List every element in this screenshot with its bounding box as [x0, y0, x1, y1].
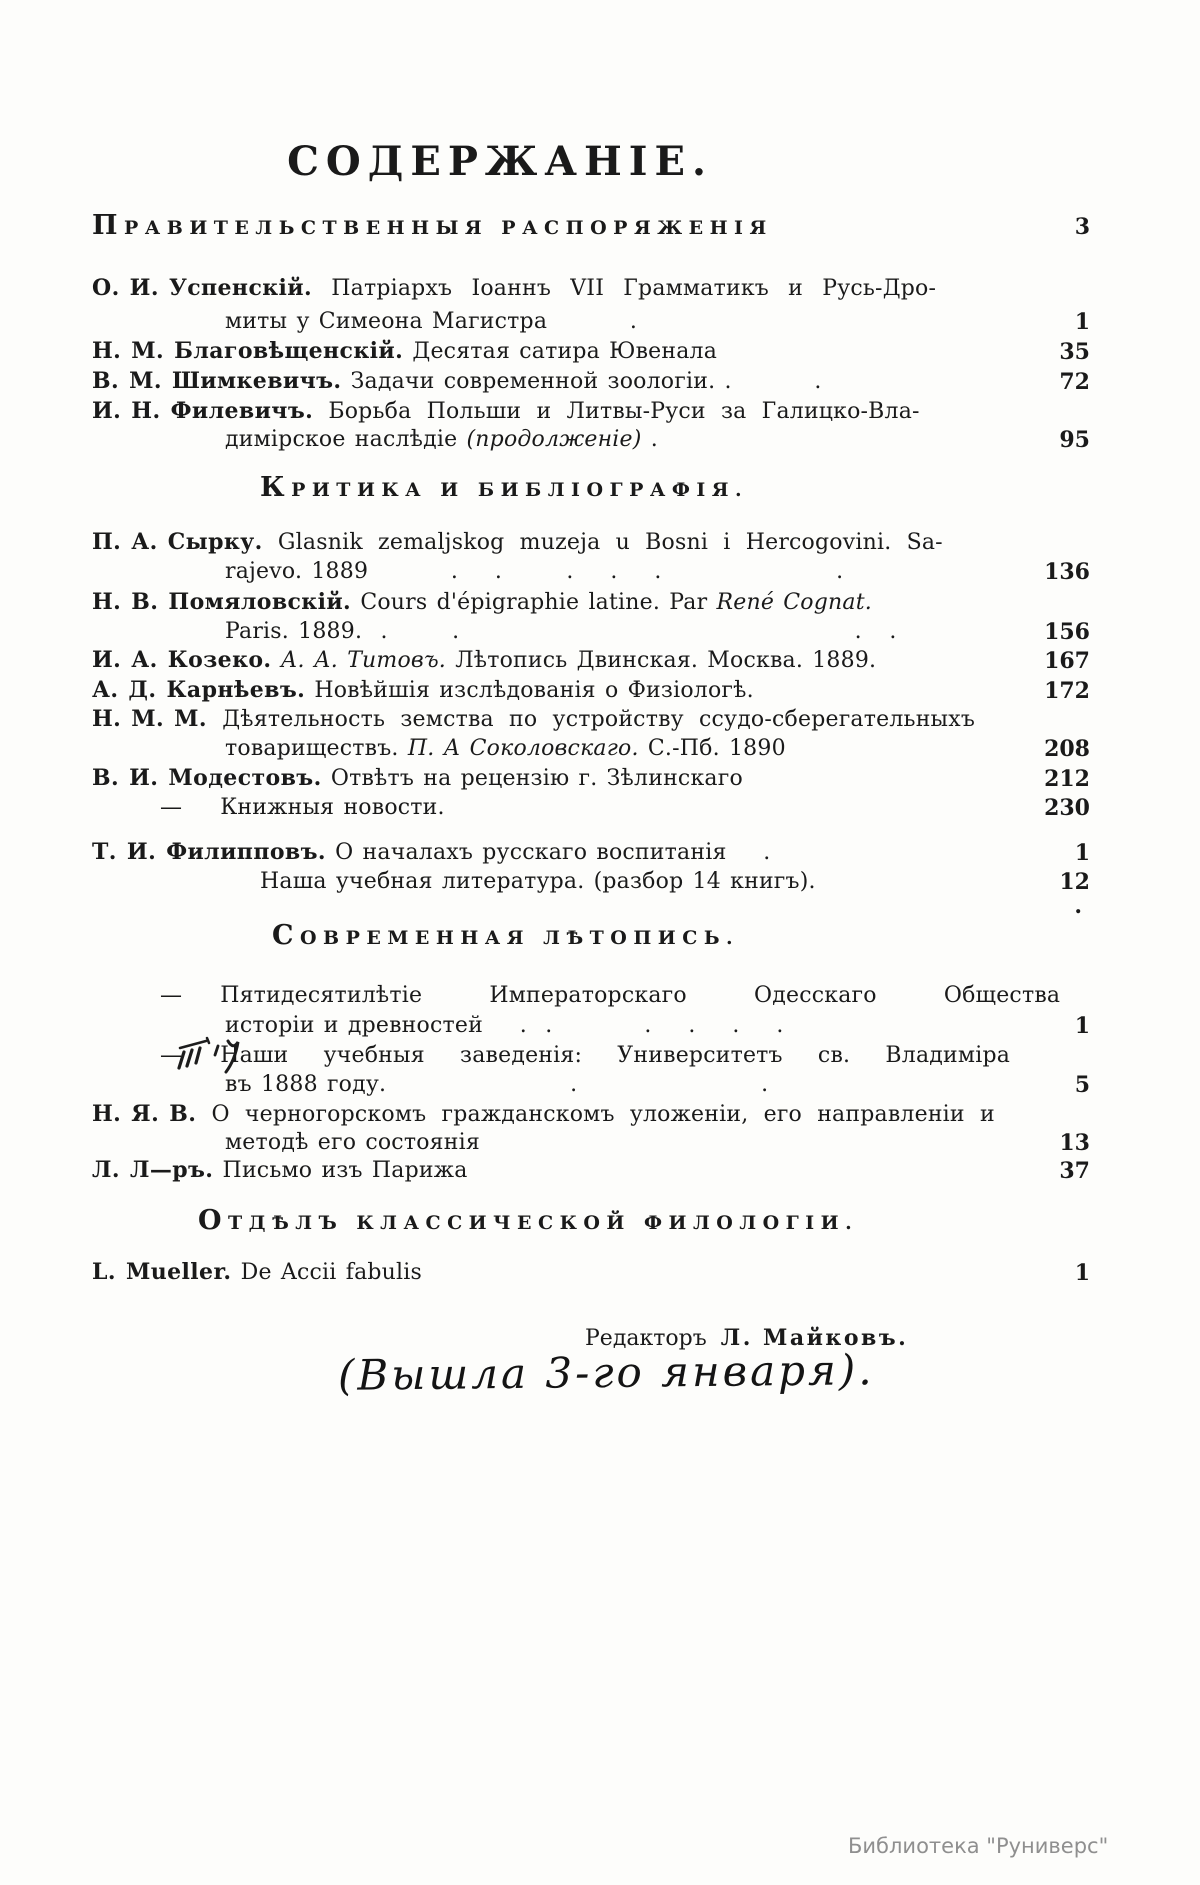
- handwritten-note: (Вышла 3-го января).: [337, 1345, 875, 1400]
- entry-title: Патріархъ Іоаннъ VII Грамматикъ и Русь-Дро-: [312, 276, 937, 301]
- author-name: Н. М. М.: [92, 706, 207, 732]
- entry-title: Новѣйшія изслѣдованія о Физіологѣ.: [305, 678, 754, 703]
- entry-title: товариществъ.: [225, 736, 408, 761]
- heading-initial: П: [92, 210, 124, 241]
- heading-text: РИТИКА И БИБЛІОГРАФІЯ.: [291, 479, 749, 501]
- toc-entry-continuation: [225, 736, 786, 761]
- editor-name: Л. Майковъ.: [720, 1325, 909, 1351]
- entry-title: Дѣятельность земства по устройству ссудо-сберегательныхъ: [207, 707, 976, 732]
- toc-entry-continuation: исторіи и древностей . . . . . .: [225, 1013, 784, 1038]
- entry-title-italic: П. А Соколовскаго.: [407, 736, 639, 761]
- page-number: 1: [1074, 840, 1090, 866]
- page-title: СОДЕРЖАНІЕ.: [287, 138, 713, 185]
- entry-title: Glasnik zemaljskog muzeja u Bosni i Hercogovini. Sa-: [262, 530, 943, 555]
- page-number: 167: [1044, 648, 1090, 674]
- dash: —: [160, 1043, 183, 1068]
- section-heading-critique: [260, 474, 748, 501]
- section-heading-chronicle: [272, 922, 739, 949]
- toc-entry-line: [92, 1260, 422, 1285]
- entry-title: Книжныя новости.: [220, 795, 445, 820]
- editor-label: Редакторъ: [585, 1326, 707, 1351]
- author-name: П. А. Сырку.: [92, 529, 263, 555]
- toc-entry-line: Наша учебная литература. (разбор 14 книгъ).: [260, 869, 816, 894]
- toc-entry-continuation: rajevo. 1889 . . . . . .: [225, 559, 844, 584]
- author-name: А. Д. Карнѣевъ.: [92, 677, 306, 703]
- toc-entry-continuation: въ 1888 году. . .: [225, 1072, 769, 1097]
- entry-title: Письмо изъ Парижа: [213, 1158, 468, 1183]
- heading-text: ТДѢЛЪ КЛАССИЧЕСКОЙ ФИЛОЛОГІИ.: [228, 1212, 859, 1234]
- page-number: 5: [1074, 1072, 1090, 1098]
- page-number: 230: [1044, 795, 1090, 821]
- author-name: И. А. Козеко.: [92, 647, 272, 673]
- entry-title: Наши учебныя заведенія: Университетъ св. Владиміра: [220, 1043, 1011, 1068]
- section-heading-philology: [198, 1207, 858, 1234]
- heading-initial: О: [198, 1205, 229, 1236]
- toc-entry-line: [92, 678, 754, 703]
- entry-title: Задачи современной зоологіи. . .: [341, 369, 822, 394]
- page-number: 37: [1059, 1158, 1090, 1184]
- heading-text: ОВРЕМЕННАЯ ЛѢТОПИСЬ.: [300, 927, 740, 949]
- library-watermark: Библиотека "Руниверс": [848, 1834, 1109, 1858]
- entry-title-italic: René Cognat.: [716, 590, 872, 615]
- toc-entry-line: [92, 840, 770, 865]
- toc-entry-continuation: Paris. 1889. . . . .: [225, 619, 897, 644]
- author-name: L. Mueller.: [92, 1259, 232, 1285]
- author-name: В. И. Модестовъ.: [92, 765, 322, 791]
- entry-title-italic: А. А. Титовъ.: [271, 648, 446, 673]
- toc-entry-line: [92, 590, 872, 615]
- entry-title: димірское наслѣдіе: [225, 427, 467, 452]
- toc-entry-line: [92, 530, 943, 555]
- page-number: 35: [1059, 339, 1090, 365]
- toc-entry-line: [92, 276, 936, 301]
- dash: —: [160, 795, 183, 820]
- page-number: 136: [1044, 559, 1090, 585]
- entry-title: Отвѣтъ на рецензію г. Зѣлинскаго: [321, 766, 743, 791]
- author-name: Л. Л—ръ.: [92, 1157, 214, 1183]
- page-number: 95: [1059, 427, 1090, 453]
- toc-entry-line: [160, 983, 1060, 1008]
- author-name: И. Н. Филевичъ.: [92, 398, 314, 424]
- toc-entry-line: [92, 369, 822, 394]
- toc-entry-line: [92, 766, 743, 791]
- author-name: В. М. Шимкевичъ.: [92, 368, 342, 394]
- heading-text: РАВИТЕЛЬСТВЕННЫЯ РАСПОРЯЖЕНІЯ: [124, 217, 773, 239]
- toc-entry-line: [92, 1102, 995, 1127]
- author-name: Н. В. Помяловскій.: [92, 589, 352, 615]
- page-number: 72: [1059, 369, 1090, 395]
- entry-title: .: [641, 427, 658, 452]
- page-number: 1: [1074, 309, 1090, 335]
- dash: —: [160, 983, 183, 1008]
- entry-title: О началахъ русскаго воспитанія .: [325, 840, 771, 865]
- author-name: Т. И. Филипповъ.: [92, 839, 326, 865]
- section-heading-government: [92, 212, 773, 239]
- toc-entry-continuation: миты у Симеона Магистра .: [225, 309, 638, 334]
- toc-entry-continuation: [225, 427, 658, 452]
- entry-title: Cours d'épigraphie latine. Par: [351, 590, 717, 615]
- entry-title-italic: (продолженіе): [466, 427, 642, 452]
- toc-entry-line: [92, 1158, 468, 1183]
- author-name: Н. Я. В.: [92, 1101, 197, 1127]
- page-number: 172: [1044, 678, 1090, 704]
- author-name: О. И. Успенскій.: [92, 275, 313, 301]
- heading-initial: К: [260, 472, 292, 503]
- entry-title: С.-Пб. 1890: [638, 736, 786, 761]
- toc-entry-continuation: методѣ его состоянія: [225, 1130, 480, 1155]
- toc-entry-line: [92, 648, 876, 673]
- entry-title: Пятидесятилѣтіе Императорскаго Одесскаго Общества: [220, 983, 1061, 1008]
- heading-initial: С: [272, 920, 300, 951]
- toc-entry-line: [92, 339, 717, 364]
- entry-title: De Accii fabulis: [231, 1260, 422, 1285]
- entry-title: Десятая сатира Ювенала: [403, 339, 718, 364]
- page-number: 12: [1059, 869, 1090, 895]
- page-number: 13: [1059, 1130, 1090, 1156]
- toc-entry-line: [92, 399, 920, 424]
- entry-title: Борьба Польши и Литвы-Руси за Галицко-Вла-: [313, 399, 920, 424]
- entry-title: Лѣтопись Двинская. Москва. 1889.: [446, 648, 877, 673]
- author-name: Н. М. Благовѣщенскій.: [92, 338, 404, 364]
- toc-entry-line: [160, 795, 445, 820]
- page-number: 1: [1074, 1260, 1090, 1286]
- entry-title: О черногорскомъ гражданскомъ уложеніи, его направленіи и: [196, 1102, 995, 1127]
- toc-entry-line: [92, 707, 975, 732]
- page-number: 208: [1044, 736, 1090, 762]
- toc-entry-line: [160, 1043, 1010, 1068]
- page-number: 3: [1074, 214, 1090, 240]
- stray-dot: .: [1074, 893, 1082, 919]
- page-number: 1: [1074, 1013, 1090, 1039]
- page-number: 156: [1044, 619, 1090, 645]
- page-number: 212: [1044, 766, 1090, 792]
